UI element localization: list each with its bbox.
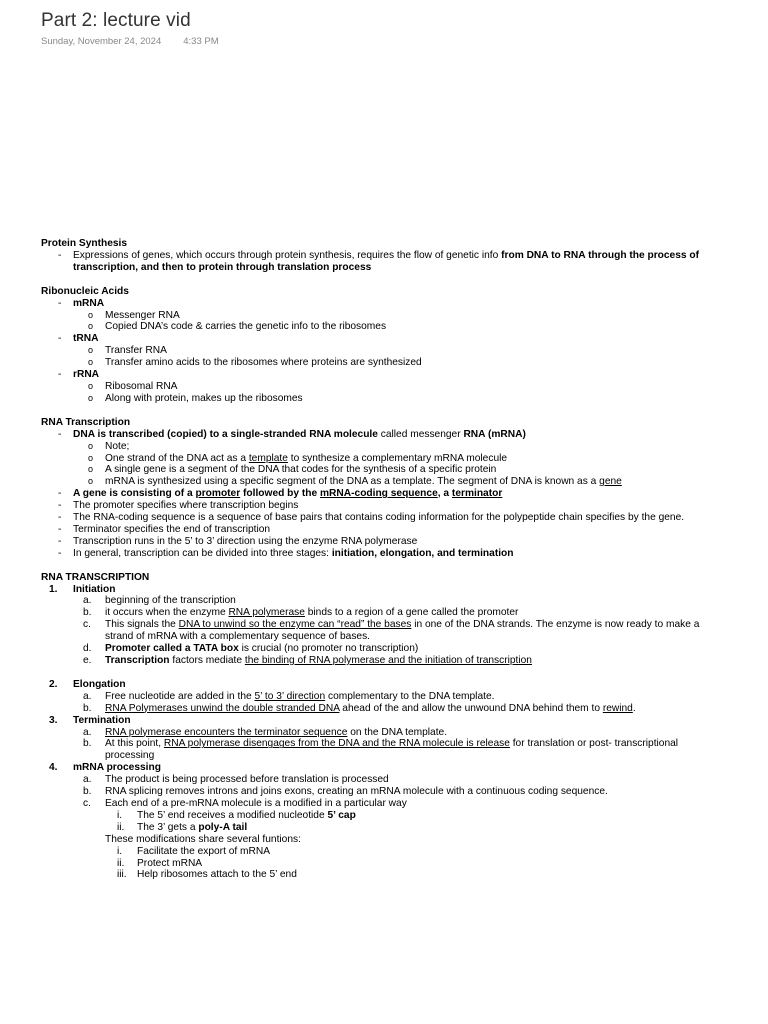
item-gap xyxy=(41,667,721,679)
text-run: The product is being processed before translation is processed xyxy=(105,774,389,786)
list-item xyxy=(41,298,721,310)
list-marker: 2. xyxy=(49,678,58,690)
text-run: The 5’ end receives a modified nucleotide xyxy=(137,809,328,821)
text-run: . xyxy=(632,702,636,714)
list-item xyxy=(41,357,721,369)
list-item-text xyxy=(105,738,721,762)
list-item-text xyxy=(105,774,721,786)
text-run: 5’ to 3’ direction xyxy=(254,690,326,702)
list-marker: o xyxy=(88,464,94,475)
text-run: is crucial (no promoter no transcription) xyxy=(238,643,419,655)
text-run: ahead of the and allow the unwound DNA behind them to xyxy=(339,702,603,714)
section-heading-text: Ribonucleic Acids xyxy=(41,285,129,297)
text-run: The promoter specifies where transcription begins xyxy=(73,500,299,512)
list-item-text xyxy=(105,381,721,393)
text-run: Transfer amino acids to the ribosomes where proteins are synthesized xyxy=(105,357,422,369)
list-marker: - xyxy=(58,500,62,512)
list-item-text xyxy=(105,703,721,715)
text-run: Terminator specifies the end of transcription xyxy=(73,523,271,535)
list-item xyxy=(41,786,721,798)
list-item xyxy=(41,798,721,810)
list-item-text xyxy=(73,536,721,548)
text-run: DNA is transcribed (copied) to a single-stranded RNA molecule xyxy=(73,428,378,440)
list-marker: - xyxy=(58,428,62,440)
text-run: Ribosomal RNA xyxy=(105,380,178,392)
list-item-text xyxy=(105,655,721,667)
list-item-text xyxy=(73,548,721,560)
text-run: These modifications share several funtions: xyxy=(105,833,301,845)
text-run: complementary to the DNA template. xyxy=(325,690,495,702)
list-item xyxy=(41,822,721,834)
list-item xyxy=(41,643,721,655)
list-item xyxy=(41,595,721,607)
list-item-text xyxy=(73,524,721,536)
list-item-text xyxy=(105,727,721,739)
list-item xyxy=(41,703,721,715)
text-run: Note; xyxy=(105,440,130,452)
list-item-text xyxy=(105,345,721,357)
list-item xyxy=(41,774,721,786)
list-item xyxy=(41,548,721,560)
list-marker: b. xyxy=(83,786,92,798)
list-marker: c. xyxy=(83,619,91,631)
list-item-text xyxy=(137,858,721,870)
text-run: At this point, xyxy=(105,738,164,750)
text-run: the binding of RNA polymerase and the initiation of transcription xyxy=(244,655,532,666)
text-run: called messenger xyxy=(377,428,464,440)
list-item-text xyxy=(73,762,721,774)
list-item-text xyxy=(137,869,721,881)
list-marker: o xyxy=(88,357,94,368)
list-item xyxy=(41,655,721,667)
section-gap xyxy=(41,560,721,572)
list-marker: 4. xyxy=(49,762,58,774)
text-run: promoter xyxy=(195,488,241,500)
list-marker: o xyxy=(88,380,94,391)
text-run: RNA polymerase xyxy=(228,607,305,619)
list-item xyxy=(41,333,721,345)
text-run: 5’ cap xyxy=(327,809,356,821)
list-marker: 3. xyxy=(49,714,58,726)
text-run: A single gene is a segment of the DNA that codes for the synthesis of a specific protein xyxy=(105,464,497,476)
text-run: gene xyxy=(599,476,622,488)
list-item-text xyxy=(105,453,721,465)
list-item xyxy=(41,584,721,596)
text-run: tRNA xyxy=(73,333,99,345)
text-run: Each end of a pre-mRNA molecule is a modified in a particular way xyxy=(105,797,407,809)
list-marker: d. xyxy=(83,643,92,655)
text-run: in one of the DNA strands. The enzyme is now ready to make a strand of mRNA with a complementary sequence of bases. xyxy=(105,619,700,643)
list-item xyxy=(41,464,721,476)
list-item xyxy=(41,476,721,488)
list-marker: ii. xyxy=(117,821,125,833)
list-item-text xyxy=(73,500,721,512)
text-run: rewind xyxy=(602,702,633,714)
list-item-text xyxy=(105,476,721,488)
text-run: The 3’ gets a xyxy=(137,821,199,833)
text-run: on the DNA template. xyxy=(347,726,448,738)
list-item-text xyxy=(137,810,721,822)
list-marker: a. xyxy=(83,774,92,786)
list-item xyxy=(41,429,721,441)
list-marker: - xyxy=(58,523,62,535)
section-gap xyxy=(41,274,721,286)
list-item xyxy=(41,369,721,381)
list-item xyxy=(41,858,721,870)
text-run: template xyxy=(248,452,288,464)
text-run: from DNA to RNA through the process of transcription, and then to protein through translation process xyxy=(73,249,700,273)
text-run: RNA polymerase encounters the terminator sequence xyxy=(105,726,348,738)
text-run: RNA (mRNA) xyxy=(463,428,526,440)
text-run: Protect mRNA xyxy=(137,857,203,869)
text-run: RNA polymerase disengages from the DNA and the RNA molecule is release xyxy=(163,738,510,750)
page-date: Sunday, November 24, 2024 xyxy=(41,36,162,47)
text-run: terminator xyxy=(451,488,503,500)
text-run: binds to a region of a gene called the promoter xyxy=(304,607,519,619)
list-item xyxy=(41,619,721,643)
list-marker: i. xyxy=(117,845,123,857)
text-run: for translation or post- transcriptional processing xyxy=(105,738,679,762)
list-item-text xyxy=(73,429,721,441)
list-marker: e. xyxy=(83,655,92,666)
text-run: One strand of the DNA act as a xyxy=(105,452,249,464)
list-item-text xyxy=(73,333,721,345)
section-heading-text: RNA Transcription xyxy=(41,416,131,428)
text-run: mRNA processing xyxy=(73,762,161,774)
page-time: 4:33 PM xyxy=(183,36,219,47)
list-item xyxy=(41,310,721,322)
text-run: it occurs when the enzyme xyxy=(105,607,229,619)
list-item-text xyxy=(105,786,721,798)
text-run: Copied DNA’s code & carries the genetic info to the ribosomes xyxy=(105,321,387,333)
list-item-text xyxy=(73,584,721,596)
list-marker: - xyxy=(58,488,62,500)
list-item xyxy=(41,679,721,691)
list-marker: i. xyxy=(117,809,123,821)
list-marker: o xyxy=(88,452,94,463)
text-run: poly-A tail xyxy=(198,821,248,833)
list-item-text xyxy=(105,464,721,476)
text-run: rRNA xyxy=(73,369,100,381)
text-run: Elongation xyxy=(73,678,126,690)
list-marker: o xyxy=(88,476,94,487)
list-item-text xyxy=(105,798,721,810)
list-marker: o xyxy=(88,309,94,320)
section-heading xyxy=(41,238,721,250)
text-run: Transfer RNA xyxy=(105,345,167,357)
text-run: RNA Polymerases unwind the double stranded DNA xyxy=(105,702,340,714)
list-item xyxy=(41,345,721,357)
text-run: Expressions of genes, which occurs through protein synthesis, requires the flow of genetic info xyxy=(73,249,502,261)
text-run: beginning of the transcription xyxy=(105,595,236,607)
text-run: mRNA-coding sequence xyxy=(320,488,438,500)
list-marker: - xyxy=(58,333,62,345)
text-run: Free nucleotide are added in the xyxy=(105,690,255,702)
list-item-text xyxy=(105,393,721,405)
text-run: Termination xyxy=(73,714,131,726)
list-item xyxy=(41,441,721,453)
list-item xyxy=(41,834,721,846)
list-marker: iii. xyxy=(117,869,127,881)
list-item-text xyxy=(73,488,721,500)
list-marker: a. xyxy=(83,690,92,702)
text-run: mRNA is synthesized using a specific segment of the DNA as a template. The segment of DNA is known as a xyxy=(105,476,600,488)
text-run: Help ribosomes attach to the 5’ end xyxy=(137,869,297,881)
list-marker: a. xyxy=(83,595,92,607)
list-item-text xyxy=(73,512,721,524)
list-item xyxy=(41,727,721,739)
text-run: In general, transcription can be divided into three stages: xyxy=(73,547,332,559)
page-meta xyxy=(41,36,219,47)
list-item-text xyxy=(105,310,721,322)
list-item xyxy=(41,488,721,500)
list-marker: o xyxy=(88,392,94,403)
text-run: Along with protein, makes up the ribosomes xyxy=(105,392,303,404)
text-run: The RNA-coding sequence is a sequence of base pairs that contains coding information for the polypeptide chain specifies by the gene. xyxy=(73,512,685,524)
text-run: Promoter called a TATA box xyxy=(105,643,239,655)
list-item-text xyxy=(105,357,721,369)
list-item-text xyxy=(105,619,721,643)
list-item-text xyxy=(105,607,721,619)
section-heading xyxy=(41,417,721,429)
list-marker: c. xyxy=(83,797,91,809)
section-heading xyxy=(41,286,721,298)
list-item xyxy=(41,321,721,333)
list-marker: - xyxy=(58,297,62,309)
list-item-text xyxy=(73,715,721,727)
text-run: Transcription xyxy=(105,655,170,666)
text-run: DNA to unwind so the enzyme can “read” the bases xyxy=(178,619,412,631)
list-marker: b. xyxy=(83,702,92,714)
list-item-text xyxy=(105,595,721,607)
list-item xyxy=(41,250,721,274)
list-item xyxy=(41,512,721,524)
section-heading-text: Protein Synthesis xyxy=(41,238,128,249)
text-run: A gene is consisting of a xyxy=(73,488,196,500)
list-item xyxy=(41,500,721,512)
list-item xyxy=(41,762,721,774)
text-run: followed by the xyxy=(240,488,320,500)
list-item xyxy=(41,393,721,405)
list-marker: a. xyxy=(83,726,92,738)
section-heading xyxy=(41,572,721,584)
list-item xyxy=(41,869,721,881)
list-marker: - xyxy=(58,512,62,524)
list-marker: - xyxy=(58,369,62,381)
list-item-text xyxy=(73,679,721,691)
list-item-text xyxy=(73,298,721,310)
list-item xyxy=(41,381,721,393)
list-marker: b. xyxy=(83,607,92,619)
list-marker: o xyxy=(88,345,94,356)
list-item-text xyxy=(73,250,721,274)
text-run: , a xyxy=(437,488,452,500)
list-marker: ii. xyxy=(117,857,125,869)
list-item xyxy=(41,810,721,822)
text-run: to synthesize a complementary mRNA molecule xyxy=(287,452,508,464)
list-item-text xyxy=(105,643,721,655)
list-item-text xyxy=(105,691,721,703)
list-marker: 1. xyxy=(49,583,58,595)
list-marker: - xyxy=(58,535,62,547)
list-item-text xyxy=(105,321,721,333)
list-marker: - xyxy=(58,547,62,559)
list-marker: b. xyxy=(83,738,92,750)
section-heading-text: RNA TRANSCRIPTION xyxy=(41,571,150,583)
list-item-text xyxy=(137,846,721,858)
note-body xyxy=(41,238,721,881)
list-item xyxy=(41,738,721,762)
list-item xyxy=(41,453,721,465)
list-marker: o xyxy=(88,321,94,332)
list-item-text xyxy=(105,441,721,453)
list-item xyxy=(41,524,721,536)
section-gap xyxy=(41,405,721,417)
list-item xyxy=(41,607,721,619)
list-item xyxy=(41,536,721,548)
list-marker: o xyxy=(88,440,94,451)
text-run: Messenger RNA xyxy=(105,309,180,321)
text-run: mRNA xyxy=(73,297,105,309)
list-item-text xyxy=(137,822,721,834)
text-run: This signals the xyxy=(105,619,179,631)
list-item xyxy=(41,691,721,703)
list-item-text xyxy=(73,369,721,381)
text-run: RNA splicing removes introns and joins exons, creating an mRNA molecule with a continuous coding sequence. xyxy=(105,786,608,798)
list-marker: - xyxy=(58,249,62,261)
text-run: initiation, elongation, and termination xyxy=(331,547,514,559)
list-item xyxy=(41,846,721,858)
text-run: Transcription runs in the 5’ to 3’ direction using the enzyme RNA polymerase xyxy=(73,535,418,547)
page-title: Part 2: lecture vid xyxy=(41,10,191,31)
text-run: Facilitate the export of mRNA xyxy=(137,845,271,857)
list-item xyxy=(41,715,721,727)
text-run: factors mediate xyxy=(169,655,245,666)
list-item-text xyxy=(105,834,721,846)
text-run: Initiation xyxy=(73,583,116,595)
